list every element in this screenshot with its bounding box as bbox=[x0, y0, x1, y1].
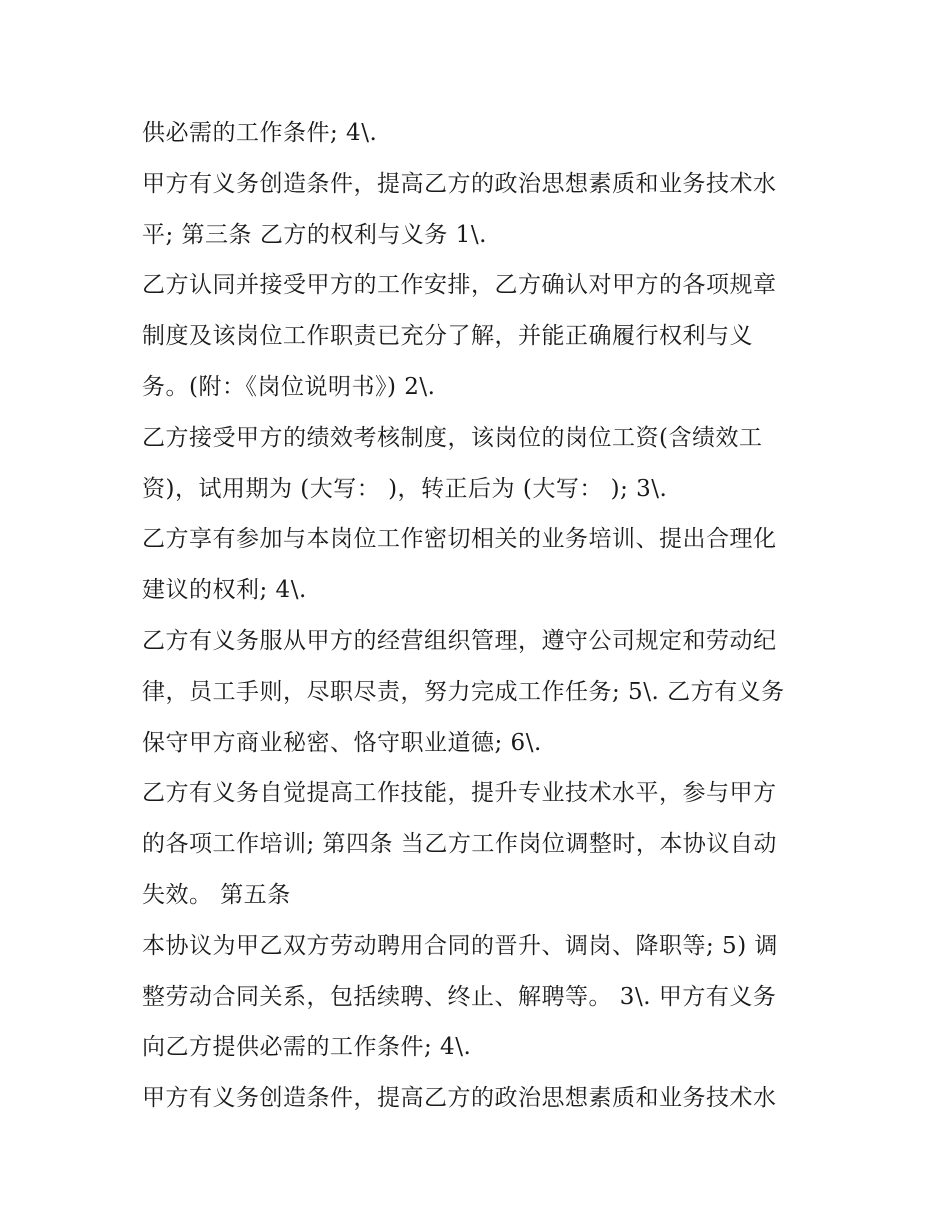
text-line: 向乙方提供必需的工作条件; 4\. bbox=[142, 1034, 472, 1061]
text-line: 失效。 第五条 bbox=[142, 881, 291, 908]
text-line: 律，员工手则，尽职尽责，努力完成工作任务; 5\. 乙方有义务 bbox=[142, 678, 785, 705]
text-line: 乙方接受甲方的绩效考核制度，该岗位的岗位工资(含绩效工 bbox=[142, 424, 763, 451]
text-line: 乙方认同并接受甲方的工作安排，乙方确认对甲方的各项规章 bbox=[142, 272, 777, 299]
text-line: 保守甲方商业秘密、恪守职业道德; 6\. bbox=[142, 729, 542, 756]
text-line: 整劳动合同关系，包括续聘、终止、解聘等。 3\. 甲方有义务 bbox=[142, 983, 777, 1010]
text-line: 甲方有义务创造条件，提高乙方的政治思想素质和业务技术水 bbox=[142, 1085, 777, 1112]
text-line: 资)，试用期为 (大写： )，转正后为 (大写： ); 3\. bbox=[142, 475, 668, 502]
text-line: 乙方有义务自觉提高工作技能，提升专业技术水平，参与甲方 bbox=[142, 780, 777, 807]
text-line: 乙方有义务服从甲方的经营组织管理，遵守公司规定和劳动纪 bbox=[142, 627, 777, 654]
text-line: 制度及该岗位工作职责已充分了解，并能正确履行权利与义 bbox=[142, 323, 753, 350]
text-line: 本协议为甲乙双方劳动聘用合同的晋升、调岗、降职等; 5) 调 bbox=[142, 932, 778, 959]
text-line: 乙方享有参加与本岗位工作密切相关的业务培训、提出合理化 bbox=[142, 526, 777, 553]
text-line: 供必需的工作条件; 4\. bbox=[142, 120, 378, 146]
text-line: 平; 第三条 乙方的权利与义务 1\. bbox=[142, 221, 487, 248]
text-line: 务。(附：《岗位说明书》) 2\. bbox=[142, 373, 436, 400]
text-line: 建议的权利; 4\. bbox=[142, 577, 307, 604]
text-line: 的各项工作培训; 第四条 当乙方工作岗位调整时，本协议自动 bbox=[142, 831, 777, 858]
document-body bbox=[142, 108, 822, 1124]
text-line: 甲方有义务创造条件，提高乙方的政治思想素质和业务技术水 bbox=[142, 170, 777, 197]
